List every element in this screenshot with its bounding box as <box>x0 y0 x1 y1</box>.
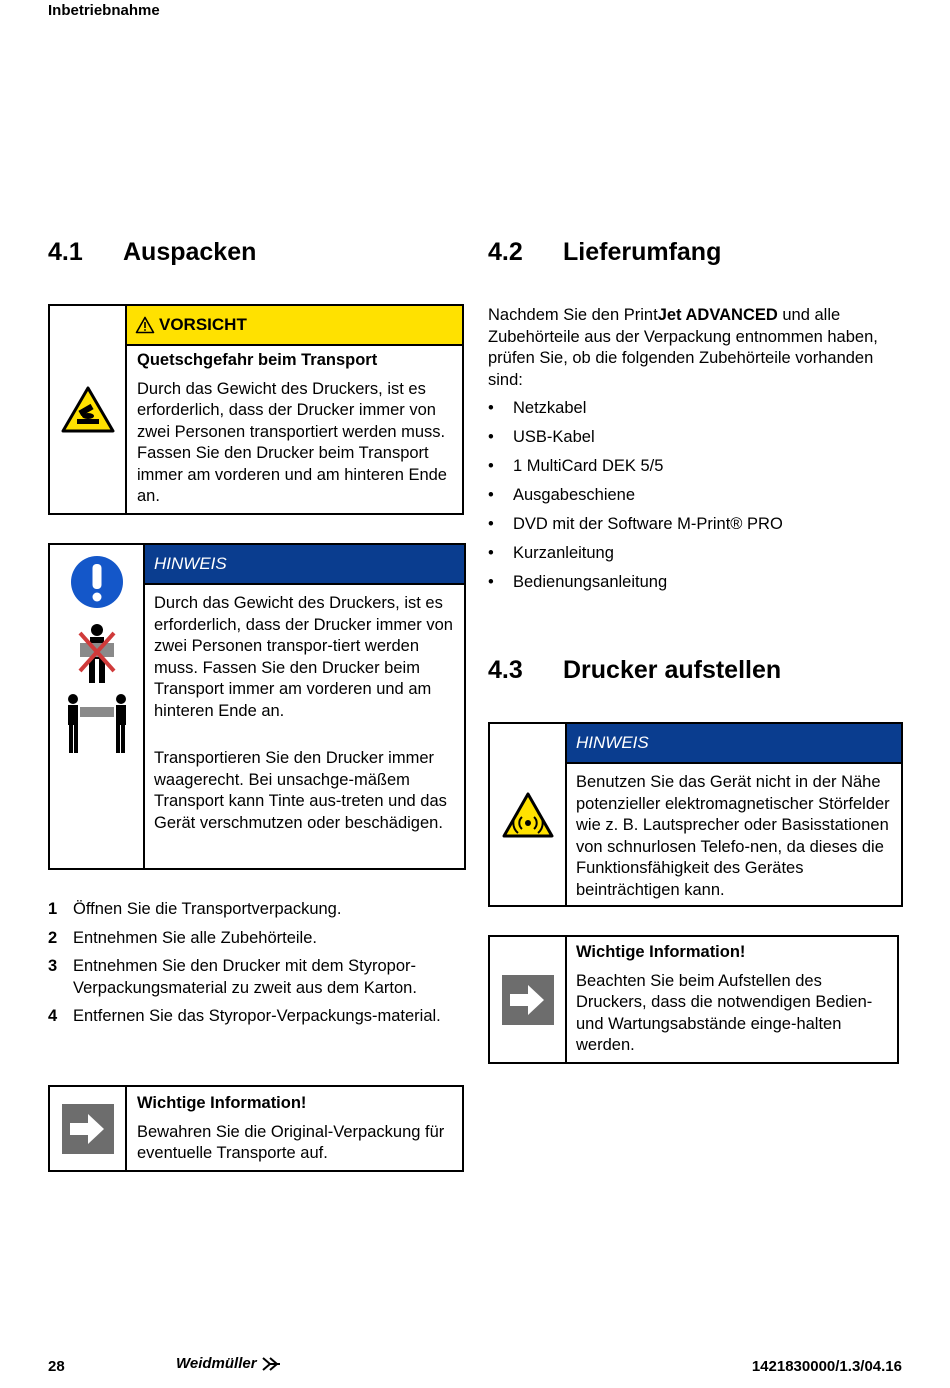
info-box-clearance <box>488 935 899 1064</box>
step-item <box>48 1006 458 1028</box>
section-number: 4.1 <box>48 238 83 266</box>
step-text: Entnehmen Sie den Drucker mit dem Styropor-Verpackungsmaterial zu zweit aus dem Karton. <box>73 957 417 997</box>
info-icon-column <box>490 937 567 1062</box>
hint-text-emi: Benutzen Sie das Gerät nicht in der Nähe potenzieller elektromagnetischer Störfelder wie z. B. Lautsprecher oder Basisstationen von schnurlosen Telefo-nen, da dieses die Funktionsfähigkeit des Gerätes beinträchtigen kann. <box>576 773 890 899</box>
step-item <box>48 899 458 921</box>
list-item <box>488 485 898 506</box>
caution-box <box>48 304 464 515</box>
step-text: Entnehmen Sie alle Zubehörteile. <box>73 928 317 947</box>
bullet-dot: • <box>488 428 494 446</box>
delivery-intro-end: und alle Zubehörteile aus der Verpackung entnommen haben, prüfen Sie, ob die folgenden Zubehörteile vorhanden sind: <box>488 306 878 389</box>
delivery-intro-start: Nachdem Sie den Print <box>488 306 658 324</box>
step-number: 2 <box>48 928 58 947</box>
hint-box-emi <box>488 722 903 907</box>
step-number: 4 <box>48 1007 58 1025</box>
arrow-right-icon <box>502 975 554 1025</box>
section-heading-4-3 <box>488 656 781 685</box>
caution-icon-column <box>50 306 127 513</box>
info-heading: Wichtige Information! <box>137 1094 307 1112</box>
hint-icon-column <box>490 724 567 905</box>
brand-logo <box>176 1355 281 1372</box>
list-item-text: Ausgabeschiene <box>513 486 636 504</box>
crush-hazard-icon <box>60 385 116 435</box>
bullet-dot: • <box>488 515 494 533</box>
hint-label-bar <box>145 545 464 585</box>
section-heading-4-1 <box>48 238 256 267</box>
section-heading-4-2 <box>488 238 721 267</box>
bullet-dot: • <box>488 457 494 475</box>
caution-heading: Quetschgefahr beim Transport <box>137 351 378 369</box>
list-item <box>488 514 898 535</box>
electromagnetic-field-warning-icon <box>501 791 555 839</box>
step-number: 1 <box>48 900 58 918</box>
section-title: Auspacken <box>123 238 257 266</box>
section-title: Lieferumfang <box>563 238 722 266</box>
unpacking-steps <box>48 899 458 1035</box>
bullet-dot: • <box>488 399 494 417</box>
step-item <box>48 928 458 950</box>
page-number: 28 <box>48 1358 65 1375</box>
step-number: 3 <box>48 957 58 975</box>
document-number: 1421830000/1.3/04.16 <box>751 1358 902 1375</box>
two-persons-carrying-icon <box>66 693 128 755</box>
list-item <box>488 398 898 419</box>
product-name: Jet ADVANCED <box>657 306 778 324</box>
info-text: Beachten Sie beim Aufstellen des Druckers, dass die notwendigen Bedien- und Wartungsabstände einge-halten werden. <box>576 971 873 1054</box>
hint-label-bar <box>567 724 901 764</box>
step-text: Entfernen Sie das Styropor-Verpackungs-material. <box>73 1007 441 1025</box>
exclamation-icon <box>70 555 124 609</box>
bullet-dot: • <box>488 544 494 562</box>
info-icon-column <box>50 1087 127 1170</box>
caution-text: Durch das Gewicht des Druckers, ist es erforderlich, dass der Drucker immer von zwei Personen transportiert werden muss. Fassen Sie den Drucker beim Transport immer am vorderen und am hinteren Ende an. <box>137 379 447 505</box>
info-heading: Wichtige Information! <box>576 943 746 961</box>
caution-label-bar <box>127 306 462 346</box>
info-box-packaging <box>48 1085 464 1172</box>
hint-label: HINWEIS <box>576 733 649 752</box>
section-title: Drucker aufstellen <box>563 656 782 684</box>
section-number: 4.3 <box>488 656 523 684</box>
list-item-text: 1 MultiCard DEK 5/5 <box>513 457 664 475</box>
delivery-list <box>488 398 898 601</box>
brand-mark-icon <box>261 1356 281 1372</box>
hint-box-transport <box>48 543 466 870</box>
hint-icon-column <box>50 545 145 868</box>
hint-text-horizontal: Transportieren Sie den Drucker immer waagerecht. Bei unsachge-mäßem Transport kann Tinte aus-treten und das Gerät verschmutzen oder beschädigen. <box>154 749 447 832</box>
brand-name: Weidmüller <box>176 1355 257 1372</box>
list-item-text: Netzkabel <box>513 399 587 417</box>
step-text: Öffnen Sie die Transportverpackung. <box>73 900 342 918</box>
one-person-prohibited-icon <box>77 623 117 685</box>
bullet-dot: • <box>488 486 494 504</box>
hint-label: HINWEIS <box>154 554 227 573</box>
list-item-text: Bedienungsanleitung <box>513 573 668 591</box>
section-number: 4.2 <box>488 238 523 266</box>
bullet-dot: • <box>488 573 494 591</box>
step-item <box>48 956 458 999</box>
list-item <box>488 427 898 448</box>
running-header: Inbetriebnahme <box>48 2 160 19</box>
list-item <box>488 572 898 593</box>
arrow-right-icon <box>62 1104 114 1154</box>
list-item-text: USB-Kabel <box>513 428 595 446</box>
list-item-text: DVD mit der Software M-Print® PRO <box>513 515 783 533</box>
list-item <box>488 543 898 564</box>
info-text: Bewahren Sie die Original-Verpackung für eventuelle Transporte auf. <box>137 1122 445 1162</box>
delivery-intro <box>488 305 898 391</box>
hint-text-weight: Durch das Gewicht des Druckers, ist es erforderlich, dass der Drucker immer von zwei Personen transpor-tiert werden muss. Fassen Sie den Drucker beim Transport immer am vorderen und am hinteren Ende an. <box>154 594 453 720</box>
warning-triangle-icon <box>135 316 155 334</box>
list-item-text: Kurzanleitung <box>513 544 614 562</box>
list-item <box>488 456 898 477</box>
caution-label: VORSICHT <box>159 315 247 334</box>
